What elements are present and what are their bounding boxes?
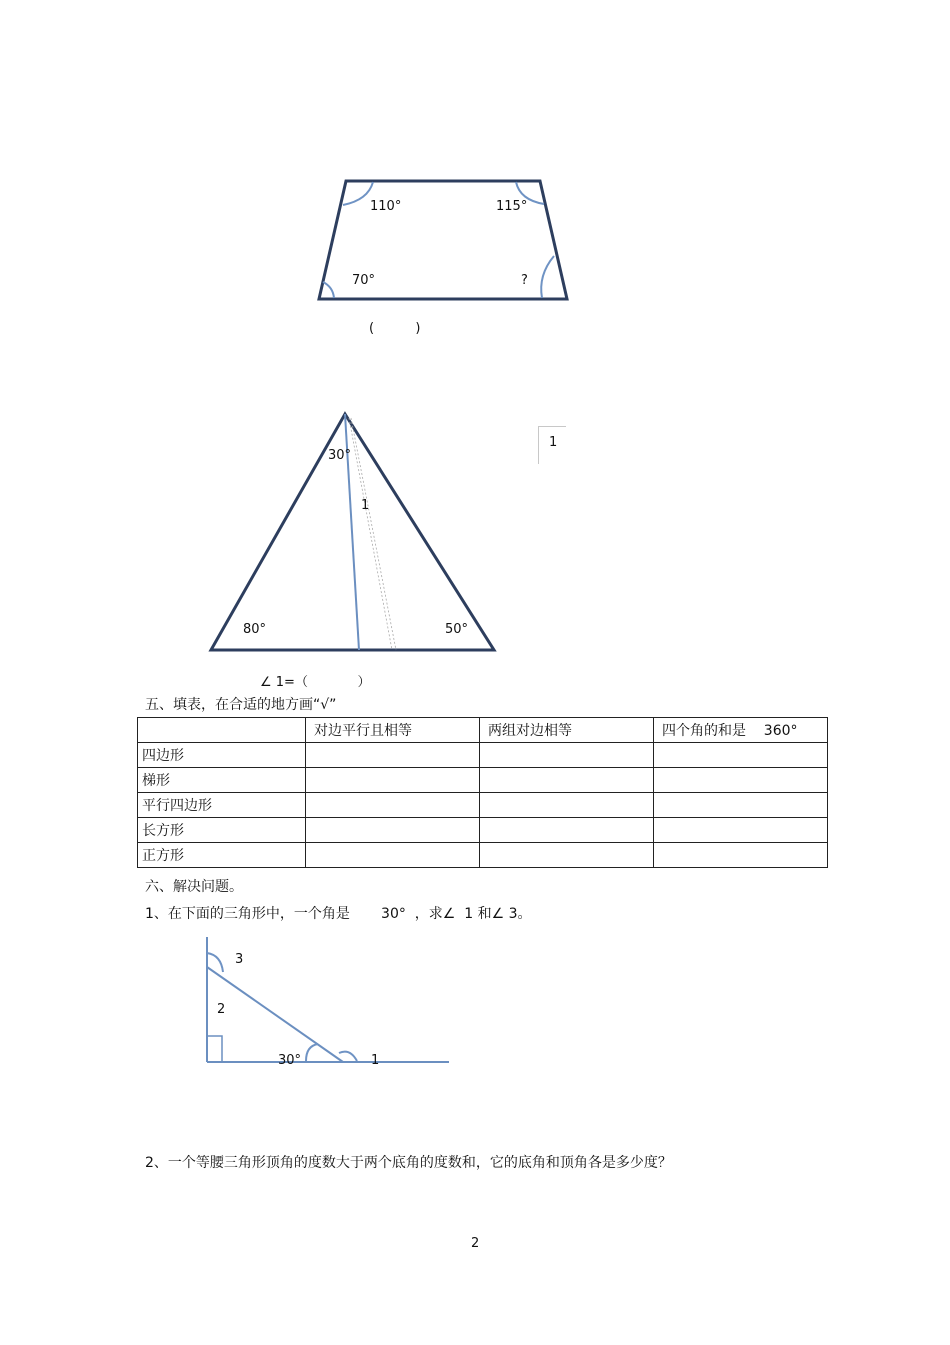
- row-label: 长方形: [138, 818, 306, 843]
- angle-label-70: 70°: [352, 273, 376, 288]
- table-header-cell: 对边平行且相等: [306, 718, 480, 743]
- row-label: 四边形: [138, 743, 306, 768]
- side-box: 1: [538, 426, 566, 464]
- angle-label-110: 110°: [370, 199, 402, 214]
- row-label: 正方形: [138, 843, 306, 868]
- arc-angle-1: [339, 1052, 357, 1061]
- angle-label-30: 30°: [328, 448, 352, 463]
- label-angle-30: 30°: [278, 1053, 302, 1068]
- right-angle-mark: [207, 1036, 222, 1062]
- row-label: 梯形: [138, 768, 306, 793]
- answer-blank-1[interactable]: ( ): [369, 321, 421, 336]
- angle-label-80: 80°: [243, 622, 267, 637]
- question-1: 1、在下面的三角形中，一个角是 30° ，求∠ 1 和∠ 3。: [145, 906, 532, 922]
- label-angle-2: 2: [217, 1002, 226, 1017]
- label-angle-1: 1: [371, 1053, 380, 1068]
- angle-1-answer[interactable]: ∠ 1=（ ）: [260, 675, 371, 690]
- angle-label-50: 50°: [445, 622, 469, 637]
- question-2: 2、一个等腰三角形顶角的度数大于两个底角的度数和，它的底角和顶角各是多少度？: [145, 1155, 672, 1171]
- angle-label-115: 115°: [496, 199, 528, 214]
- hypotenuse: [207, 967, 343, 1062]
- angle-label-unknown: ?: [521, 273, 528, 288]
- arc-angle-30: [306, 1044, 318, 1061]
- page-number: 2: [471, 1236, 480, 1251]
- section5-heading: 五、填表，在合适的地方画“√”: [145, 697, 337, 713]
- angle-label-1: 1: [361, 498, 370, 513]
- table-header-cell: 四个角的和是 360°: [654, 718, 828, 743]
- label-angle-3: 3: [235, 952, 244, 967]
- table-header-cell: 两组对边相等: [480, 718, 654, 743]
- row-label: 平行四边形: [138, 793, 306, 818]
- section6-heading: 六、解决问题。: [145, 879, 243, 895]
